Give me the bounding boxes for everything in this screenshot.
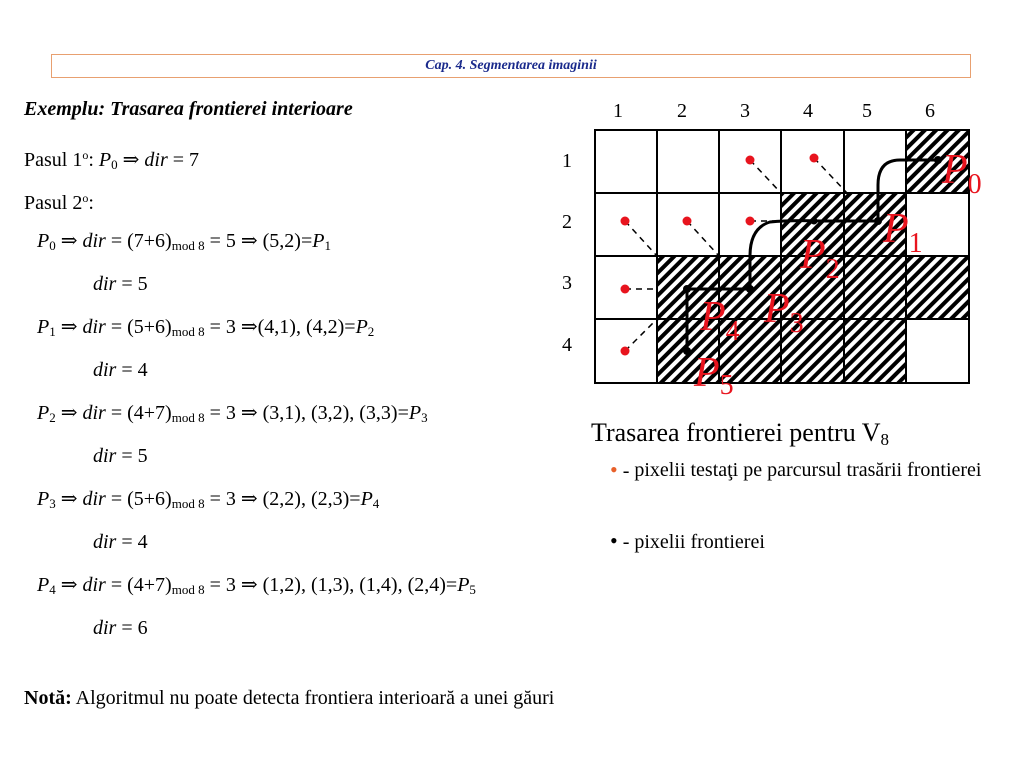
col-label-6: 6 (925, 100, 935, 122)
col-label-3: 3 (740, 100, 750, 122)
formula-p0: $P_0$ ⇒ dir = $(7+6)_{mod 8} = 5$ ⇒ $(5,2)=P_1$ (37, 230, 331, 253)
label-p2: $P_2$ (800, 232, 840, 285)
dir-line-3: dir = 4 (93, 531, 148, 553)
hatched-cell-r4-c5 (844, 319, 906, 383)
label-p0: $P_0$ (942, 147, 982, 200)
legend-boundary: • - pixelii frontierei (610, 528, 765, 553)
dir-line-2: dir = 5 (93, 445, 148, 467)
dir-line-4: dir = 6 (93, 617, 148, 639)
note: Notă: Algoritmul nu poate detecta frontiera interioară a unei găuri (24, 687, 555, 709)
formula-p3: $P_3$ ⇒ dir = $(5+6)_{mod 8} = 3$ ⇒ (2,2), $(2,3)=P_4$ (37, 488, 380, 511)
formula-p1: $P_1$ ⇒ dir = $(5+6)_{mod 8} = 3$ ⇒(4,1), $(4,2)=P_2$ (37, 316, 375, 339)
figure-caption: Trasarea frontierei pentru $V_8$ (591, 418, 890, 449)
dir-line-0: dir = 5 (93, 273, 148, 295)
label-p3: $P_3$ (764, 286, 804, 339)
label-p1: $P_1$ (883, 206, 923, 259)
col-label-1: 1 (613, 100, 623, 122)
hatched-cell-r3-c6 (906, 256, 969, 319)
row-label-2: 2 (562, 211, 572, 233)
formula-p4: $P_4$ ⇒ dir = $(4+7)_{mod 8} = 3$ ⇒ (1,2), (1,3), (1,4), $(2,4)=P_5$ (37, 574, 476, 597)
col-label-5: 5 (862, 100, 872, 122)
col-label-2: 2 (677, 100, 687, 122)
row-label-4: 4 (562, 334, 572, 356)
label-p5: P5 (694, 350, 734, 397)
example-title: Exemplu: Trasarea frontierei interioare (24, 98, 353, 120)
black-bullet-icon: • (610, 528, 618, 553)
step2-line: Pasul 2$^o$: (24, 191, 94, 214)
col-label-4: 4 (803, 100, 813, 122)
formula-p2: $P_2$ ⇒ dir = $(4+7)_{mod 8} = 3$ ⇒ (3,1), (3,2), $(3,3)=P_3$ (37, 402, 428, 425)
legend-tested: • - pixelii testaţi pe parcursul trasării frontierei (610, 457, 982, 482)
header-box (51, 54, 971, 78)
step1-line: Pasul 1$^o$: $P_0$ ⇒ dir = 7 (24, 148, 200, 172)
tracing-grid (550, 92, 1000, 397)
hatched-cell-r3-c5 (844, 256, 906, 319)
row-label-3: 3 (562, 272, 572, 294)
red-bullet-icon: • (610, 457, 618, 482)
header-title: Cap. 4. Segmentarea imaginii (425, 58, 597, 73)
row-label-1: 1 (562, 150, 572, 172)
label-p4: $P_4$ (700, 294, 740, 347)
dir-line-1: dir = 4 (93, 359, 148, 381)
